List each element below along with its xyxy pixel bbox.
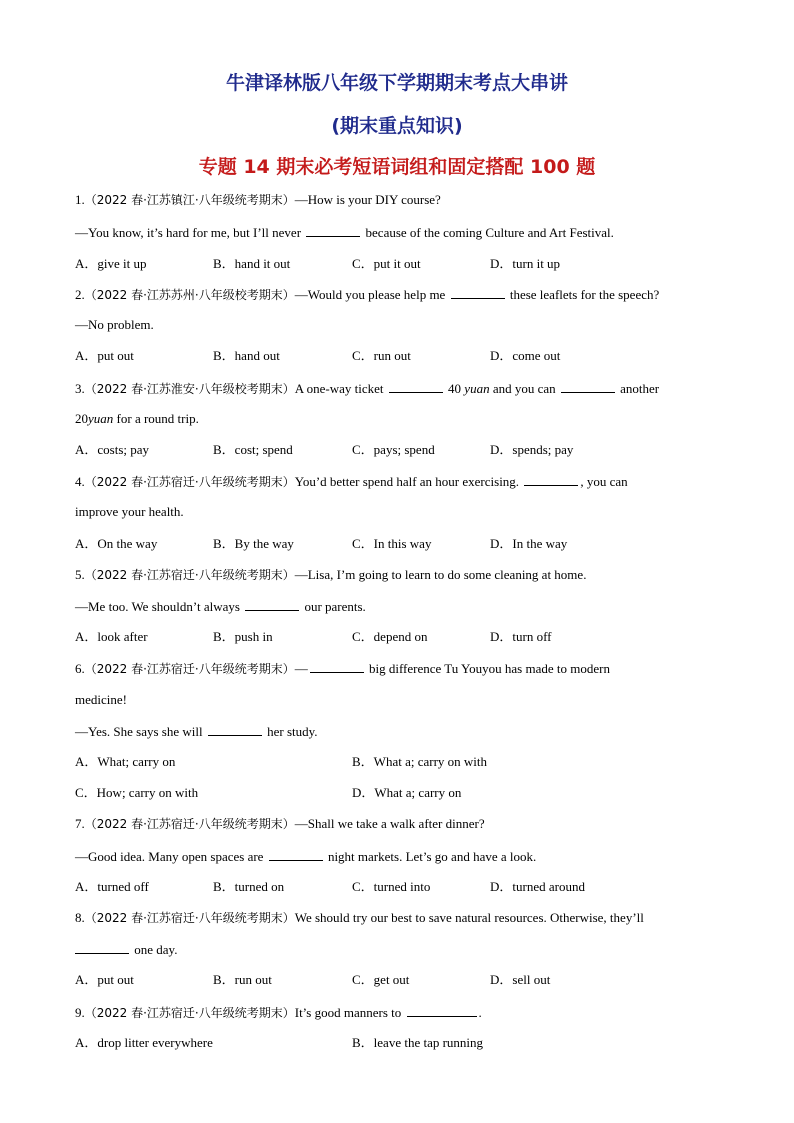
question-stem: —Yes. She says she will (75, 724, 203, 739)
question-source: （2022 春·江苏淮安·八年级校考期末） (84, 382, 295, 396)
question-number: 9. (75, 1005, 85, 1020)
question-stem: 40 (448, 381, 462, 396)
option-d[interactable]: D．In the way (490, 536, 568, 551)
question-source: （2022 春·江苏宿迁·八年级统考期末） (84, 911, 295, 925)
question-2-line-2: —No problem. (75, 317, 154, 332)
question-stem: for a round trip. (116, 411, 199, 426)
question-6-line-2: medicine! (75, 692, 127, 707)
option-b[interactable]: B．hand out (213, 348, 280, 363)
option-b[interactable]: B．push in (213, 629, 273, 644)
option-d[interactable]: D．spends; pay (490, 442, 574, 457)
question-stem: —Shall we take a walk after dinner? (294, 816, 485, 831)
question-source: （2022 春·江苏宿迁·八年级统考期末） (84, 1006, 295, 1020)
answer-blank[interactable] (245, 597, 299, 611)
option-c[interactable]: C．get out (352, 972, 410, 987)
option-a[interactable]: A．put out (75, 972, 134, 987)
answer-blank[interactable] (75, 940, 129, 954)
question-7-line-2 (75, 847, 719, 866)
question-stem: and you can (492, 381, 556, 396)
question-stem: our parents. (304, 599, 366, 614)
question-number: 4. (75, 474, 85, 489)
answer-blank[interactable] (310, 659, 364, 673)
question-stem: —Good idea. Many open spaces are (75, 849, 264, 864)
question-source: （2022 春·江苏苏州·八年级校考期末） (84, 288, 295, 302)
option-b[interactable]: B．turned on (213, 879, 285, 894)
question-4-line-2: improve your health. (75, 504, 184, 519)
answer-blank[interactable] (208, 722, 262, 736)
question-stem: It’s good manners to (294, 1005, 402, 1020)
option-b[interactable]: B．What a; carry on with (352, 754, 488, 769)
question-source: （2022 春·江苏宿迁·八年级统考期末） (84, 662, 295, 676)
question-stem: because of the coming Culture and Art Festival. (365, 225, 614, 240)
question-6-line-3 (75, 722, 719, 741)
option-d[interactable]: D．turn it up (490, 256, 561, 271)
option-c[interactable]: C．turned into (352, 879, 431, 894)
question-number: 6. (75, 661, 85, 676)
question-stem: You’d better spend half an hour exercising. (294, 474, 520, 489)
question-4-line-1 (75, 472, 719, 491)
question-stem: —Me too. We shouldn’t always (75, 599, 240, 614)
question-number: 8. (75, 910, 85, 925)
option-a[interactable]: A．On the way (75, 536, 158, 551)
option-a[interactable]: A．put out (75, 348, 134, 363)
option-a[interactable]: A．drop litter everywhere (75, 1035, 213, 1050)
question-source: （2022 春·江苏宿迁·八年级统考期末） (84, 568, 295, 582)
question-stem: , you can (580, 474, 628, 489)
document-title: 牛津译林版八年级下学期期末考点大串讲 (225, 72, 568, 94)
question-stem: We should try our best to save natural resources. Otherwise, they’ll (294, 910, 644, 925)
question-source: （2022 春·江苏镇江·八年级统考期末） (84, 193, 295, 207)
question-stem: one day. (134, 942, 178, 957)
question-number: 5. (75, 567, 85, 582)
question-stem: —Would you please help me (294, 287, 446, 302)
option-c[interactable]: C．run out (352, 348, 411, 363)
question-stem: these leaflets for the speech? (509, 287, 660, 302)
question-stem: . (478, 1005, 482, 1020)
question-stem: big difference Tu Youyou has made to modern (368, 661, 610, 676)
question-8-line-1 (75, 909, 719, 927)
question-stem: another (620, 381, 660, 396)
option-c[interactable]: C．How; carry on with (75, 785, 199, 800)
answer-blank[interactable] (389, 379, 443, 393)
question-9-line-1 (75, 1003, 719, 1022)
question-stem: A one-way ticket (294, 381, 384, 396)
option-a[interactable]: A．costs; pay (75, 442, 150, 457)
question-5-line-2 (75, 597, 719, 616)
answer-blank[interactable] (306, 223, 360, 237)
option-d[interactable]: D．come out (490, 348, 561, 363)
question-3-line-1 (75, 379, 719, 398)
option-a[interactable]: A．look after (75, 629, 148, 644)
question-stem: —Lisa, I’m going to learn to do some cleaning at home. (294, 567, 587, 582)
question-8-line-2 (75, 940, 719, 959)
question-stem: night markets. Let’s go and have a look. (327, 849, 537, 864)
question-number: 3. (75, 381, 85, 396)
option-b[interactable]: B．cost; spend (213, 442, 293, 457)
question-stem: —How is your DIY course? (294, 192, 441, 207)
question-6-line-1 (75, 659, 719, 678)
question-3-line-2 (75, 410, 719, 428)
answer-blank[interactable] (524, 472, 578, 486)
option-c[interactable]: C．put it out (352, 256, 421, 271)
answer-blank[interactable] (451, 285, 505, 299)
question-source: （2022 春·江苏宿迁·八年级统考期末） (84, 475, 295, 489)
answer-blank[interactable] (407, 1003, 477, 1017)
document-subtitle: (期末重点知识) (331, 115, 463, 137)
option-a[interactable]: A．give it up (75, 256, 147, 271)
question-number: 7. (75, 816, 85, 831)
answer-blank[interactable] (269, 847, 323, 861)
question-1-line-1 (75, 191, 719, 209)
option-a[interactable]: A．What; carry on (75, 754, 176, 769)
option-b[interactable]: B．By the way (213, 536, 294, 551)
option-b[interactable]: B．hand it out (213, 256, 291, 271)
option-c[interactable]: C．pays; spend (352, 442, 435, 457)
question-number: 2. (75, 287, 85, 302)
option-d[interactable]: D．sell out (490, 972, 551, 987)
option-d[interactable]: D．What a; carry on (352, 785, 462, 800)
question-2-line-1 (75, 285, 719, 304)
option-c[interactable]: C．depend on (352, 629, 428, 644)
question-1-line-2 (75, 223, 719, 242)
question-stem: —You know, it’s hard for me, but I’ll never (75, 225, 302, 240)
question-stem: 20 (75, 411, 88, 426)
question-stem: her study. (267, 724, 318, 739)
question-5-line-1 (75, 566, 719, 584)
question-stem: — (294, 661, 308, 676)
answer-blank[interactable] (561, 379, 615, 393)
currency-word: yuan (464, 381, 490, 396)
option-b[interactable]: B．leave the tap running (352, 1035, 484, 1050)
topic-heading: 专题 14 期末必考短语词组和固定搭配 100 题 (198, 156, 596, 178)
question-7-line-1 (75, 815, 719, 833)
question-number: 1. (75, 192, 85, 207)
option-a[interactable]: A．turned off (75, 879, 149, 894)
question-source: （2022 春·江苏宿迁·八年级统考期末） (84, 817, 295, 831)
option-c[interactable]: C．In this way (352, 536, 432, 551)
currency-word: yuan (88, 411, 114, 426)
option-b[interactable]: B．run out (213, 972, 272, 987)
option-d[interactable]: D．turn off (490, 629, 552, 644)
option-d[interactable]: D．turned around (490, 879, 585, 894)
